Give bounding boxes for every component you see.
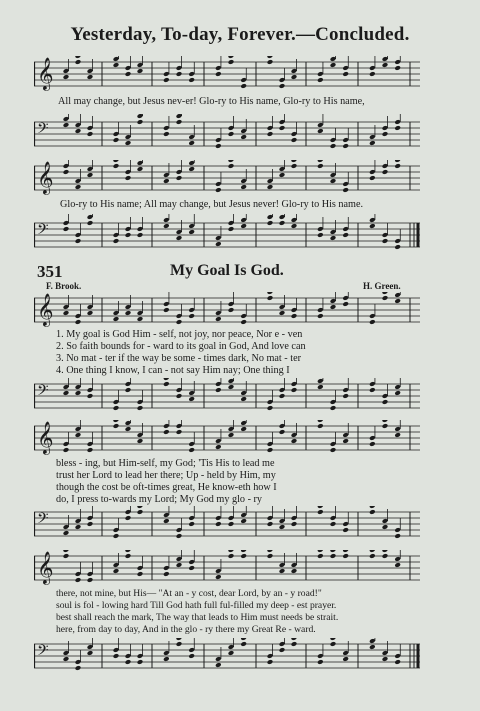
note-head [75,238,82,244]
note-head [63,390,70,396]
note-head [87,447,94,453]
note-head [113,653,120,659]
note-head [291,641,298,647]
note-head [87,393,94,399]
note-head [342,527,349,533]
note-head [87,172,94,178]
note-head [87,131,94,137]
note-head [125,426,132,432]
note-head [215,387,222,393]
note-head [87,310,94,316]
lyric-line: All may change, but Jesus nev-er! Glo-ry to His name, Glo-ry to His name, [58,96,365,107]
note-head [330,304,337,310]
note-head [188,77,195,83]
note-head [75,524,82,530]
note-head [137,166,144,172]
treble-staff [34,56,420,92]
note-head [317,128,324,134]
note-head [382,169,389,175]
note-head [137,316,144,322]
note-head [394,125,401,131]
note-head [342,187,349,193]
note-head [267,447,274,453]
bass-clef-icon: 𝄢 [37,642,49,663]
note-head [176,641,183,647]
note-head [317,160,324,163]
note-head [75,56,82,59]
note-head [382,238,389,244]
note-head [330,550,337,553]
note-head [279,568,286,574]
verse-line-2: trust her Lord to lead her there; Up - held by Him, my [56,470,276,481]
note-head [188,229,195,235]
note-head [382,524,389,530]
note-head [317,550,324,553]
note-head [228,131,235,137]
note-head [113,533,120,539]
note-head [394,390,401,396]
note-head [394,160,401,163]
note-head [63,226,70,232]
treble-staff [34,160,420,196]
note-head [137,509,144,515]
note-head [228,384,235,390]
note-head [317,509,324,515]
verse-line-4: 4. One thing I know, I can - not say Him nay; One thing I [56,365,290,376]
note-head [291,568,298,574]
note-head [279,393,286,399]
note-head [330,638,337,641]
note-head [330,641,337,647]
note-head [342,71,349,77]
verse-line-1: 1. My goal is God Him - self, not joy, nor peace, Nor e - ven [56,329,303,340]
note-head [87,650,94,656]
note-head [137,506,144,509]
note-head [369,175,376,181]
page-title: Yesterday, To-day, Forever.—Concluded. [70,24,410,45]
note-head [113,238,120,244]
note-head [382,292,389,295]
bass-staff [34,114,420,154]
note-head [267,56,274,59]
note-head [137,405,144,411]
bass-staff [34,214,420,256]
note-head [125,310,132,316]
note-head [75,665,82,671]
note-head [63,122,70,128]
note-head [163,571,170,577]
note-head [63,550,70,553]
note-head [279,125,286,131]
treble-clef-icon: 𝄞 [37,161,54,194]
note-head [240,641,247,647]
note-head [75,184,82,190]
note-head [176,562,183,568]
note-head [176,638,183,641]
verse-block [56,329,418,377]
note-head [330,143,337,149]
note-head [113,405,120,411]
note-head [317,77,324,83]
note-head [75,577,82,583]
note-head [176,393,183,399]
note-head [342,143,349,149]
note-head [176,235,183,241]
note-head [369,644,376,650]
note-head [113,163,120,169]
note-head [63,530,70,536]
note-head [125,175,132,181]
verse-block [56,458,418,506]
note-head [267,131,274,137]
bass-clef-icon: 𝄢 [37,510,49,531]
note-head [291,223,298,229]
note-head [317,553,324,559]
treble-clef-icon: 𝄞 [37,57,54,90]
note-head [228,650,235,656]
note-head [75,128,82,134]
note-head [75,390,82,396]
note-head [228,59,235,65]
note-head [279,429,286,435]
bass-staff [34,378,420,414]
note-head [279,310,286,316]
note-head [279,172,286,178]
note-head [369,550,376,553]
note-head [75,432,82,438]
note-head [63,447,70,453]
note-head [291,387,298,393]
note-head [188,565,195,571]
treble-staff [34,550,420,586]
note-head [317,423,324,429]
note-head [267,550,274,553]
hymn-number: 351 [37,262,63,281]
note-head [176,71,183,77]
music-credit: H. Green. [363,281,401,291]
note-head [215,444,222,450]
note-head [188,396,195,402]
note-head [228,56,235,59]
note-head [228,432,235,438]
hymn-title: My Goal Is God. [170,262,284,279]
note-head [125,515,132,521]
note-head [87,577,94,583]
note-head [369,319,376,325]
note-head [125,232,132,238]
note-head [163,77,170,83]
note-head [342,656,349,662]
lyric-line: Glo-ry to His name; All may change, but Jesus never! Glo-ry to His name. [60,199,364,210]
bass-clef-icon: 𝄢 [37,120,49,141]
note-head [240,319,247,325]
note-head [317,659,324,665]
verse-line-4: here, from day to day, And in the glo - ry there my Great Re - ward. [56,624,316,635]
verse-block [56,588,418,636]
note-head [228,307,235,313]
note-head [163,656,170,662]
note-head [291,163,298,169]
note-head [63,656,70,662]
note-head [188,140,195,146]
note-head [394,659,401,665]
note-head [267,521,274,527]
note-head [330,235,337,241]
note-head [267,184,274,190]
note-head [240,184,247,190]
note-head [330,405,337,411]
note-head [240,396,247,402]
bass-clef-icon: 𝄢 [37,382,49,403]
note-head [279,83,286,89]
note-head [317,420,324,423]
note-head [291,638,298,641]
verse-line-1: bless - ing, but Him-self, my God; 'Tis His to lead me [56,458,275,469]
note-head [228,160,235,163]
verse-line-1: there, not mine, but His— "At an - y cost, dear Lord, by an - y road!" [56,588,322,599]
note-head [113,316,120,322]
note-head [382,62,389,68]
note-head [215,71,222,77]
note-head [215,187,222,193]
note-head [394,65,401,71]
verse-line-3: though the cost be oft-times great, He know-eth how I [56,482,277,493]
note-head [291,438,298,444]
note-head [291,313,298,319]
note-head [163,178,170,184]
note-head [240,518,247,524]
note-head [317,232,324,238]
note-head [382,399,389,405]
note-head [75,319,82,325]
note-head [317,163,324,169]
note-head [291,137,298,143]
note-head [125,659,132,665]
note-head [163,223,170,229]
bass-staff [34,638,420,674]
note-head [63,553,70,559]
note-head [63,74,70,80]
note-head [369,506,376,509]
note-head [317,506,324,509]
note-head [137,659,144,665]
note-head [394,533,401,539]
note-head [394,432,401,438]
note-head [137,232,144,238]
note-head [369,553,376,559]
note-head [342,232,349,238]
note-head [87,220,94,226]
treble-clef-icon: 𝄞 [37,293,54,326]
note-head [75,59,82,65]
note-head [188,447,195,453]
treble-clef-icon: 𝄞 [37,551,54,584]
verse-line-3: 3. No mat - ter if the way be some - times dark, No mat - ter [56,353,301,364]
note-head [382,553,389,559]
note-head [342,553,349,559]
note-head [163,429,170,435]
note-head [330,178,337,184]
note-head [188,653,195,659]
note-head [342,301,349,307]
note-head [163,381,170,387]
note-head [317,384,324,390]
note-head [240,638,247,641]
note-head [163,518,170,524]
note-head [369,71,376,77]
note-head [394,244,401,250]
note-head [382,550,389,553]
note-head [215,574,222,580]
note-head [317,313,324,319]
note-head [137,119,144,125]
note-head [176,533,183,539]
note-head [342,393,349,399]
note-head [163,307,170,313]
note-head [240,83,247,89]
verse-line-4: do, I press to-wards my Lord; My God my glo - ry [56,494,262,505]
note-head [267,295,274,301]
bass-clef-icon: 𝄢 [37,221,49,242]
note-head [188,521,195,527]
note-head [279,647,286,653]
verse-line-2: soul is fol - lowing hard Till God hath full ful-filled my deep - est prayer. [56,600,337,611]
note-head [163,131,170,137]
note-head [330,553,337,559]
note-head [215,241,222,247]
note-head [369,140,376,146]
treble-clef-icon: 𝄞 [37,421,54,454]
note-head [137,68,144,74]
note-head [291,521,298,527]
note-head [267,292,274,295]
note-head [394,298,401,304]
note-head [240,223,247,229]
note-head [63,310,70,316]
note-head [125,387,132,393]
note-head [125,550,132,553]
note-head [215,316,222,322]
note-head [279,524,286,530]
note-head [163,378,170,381]
note-head [125,140,132,146]
note-head [369,387,376,393]
note-head [188,313,195,319]
note-head [113,62,120,68]
note-head [267,659,274,665]
note-head [369,509,376,515]
note-head [137,571,144,577]
verse-line-3: best shall reach the mark, The way that leads to Him must needs be strait. [56,612,339,623]
note-head [382,295,389,301]
note-head [330,447,337,453]
note-head [87,521,94,527]
note-head [291,160,298,163]
note-head [113,568,120,574]
note-head [394,163,401,169]
note-head [267,405,274,411]
note-head [240,550,247,553]
note-head [240,426,247,432]
note-head [125,553,132,559]
note-head [137,438,144,444]
note-head [188,166,195,172]
note-head [267,220,274,226]
bass-staff [34,506,420,542]
note-head [215,521,222,527]
words-credit: F. Brook. [46,281,82,291]
note-head [113,137,120,143]
note-head [215,662,222,668]
note-head [369,223,376,229]
note-head [176,175,183,181]
note-head [291,74,298,80]
note-head [228,553,235,559]
treble-staff [34,292,420,328]
note-head [113,160,120,163]
note-head [342,438,349,444]
note-head [279,220,286,226]
note-head [330,62,337,68]
note-head [330,521,337,527]
note-head [113,420,120,423]
verse-line-2: 2. So faith bounds for - ward to its goal in God, And love can [56,341,306,352]
note-head [228,163,235,169]
note-head [228,550,235,553]
note-head [382,656,389,662]
treble-staff [34,420,420,456]
note-head [176,319,183,325]
note-head [176,119,183,125]
note-head [267,59,274,65]
note-head [228,226,235,232]
note-head [215,143,222,149]
note-head [228,521,235,527]
note-head [113,423,120,429]
note-head [240,553,247,559]
note-head [63,169,70,175]
note-head [240,134,247,140]
note-head [382,420,389,423]
note-head [382,131,389,137]
note-head [394,562,401,568]
note-head [176,429,183,435]
note-head [369,441,376,447]
note-head [267,553,274,559]
note-head [382,423,389,429]
note-head [125,71,132,77]
note-head [342,550,349,553]
note-head [87,74,94,80]
